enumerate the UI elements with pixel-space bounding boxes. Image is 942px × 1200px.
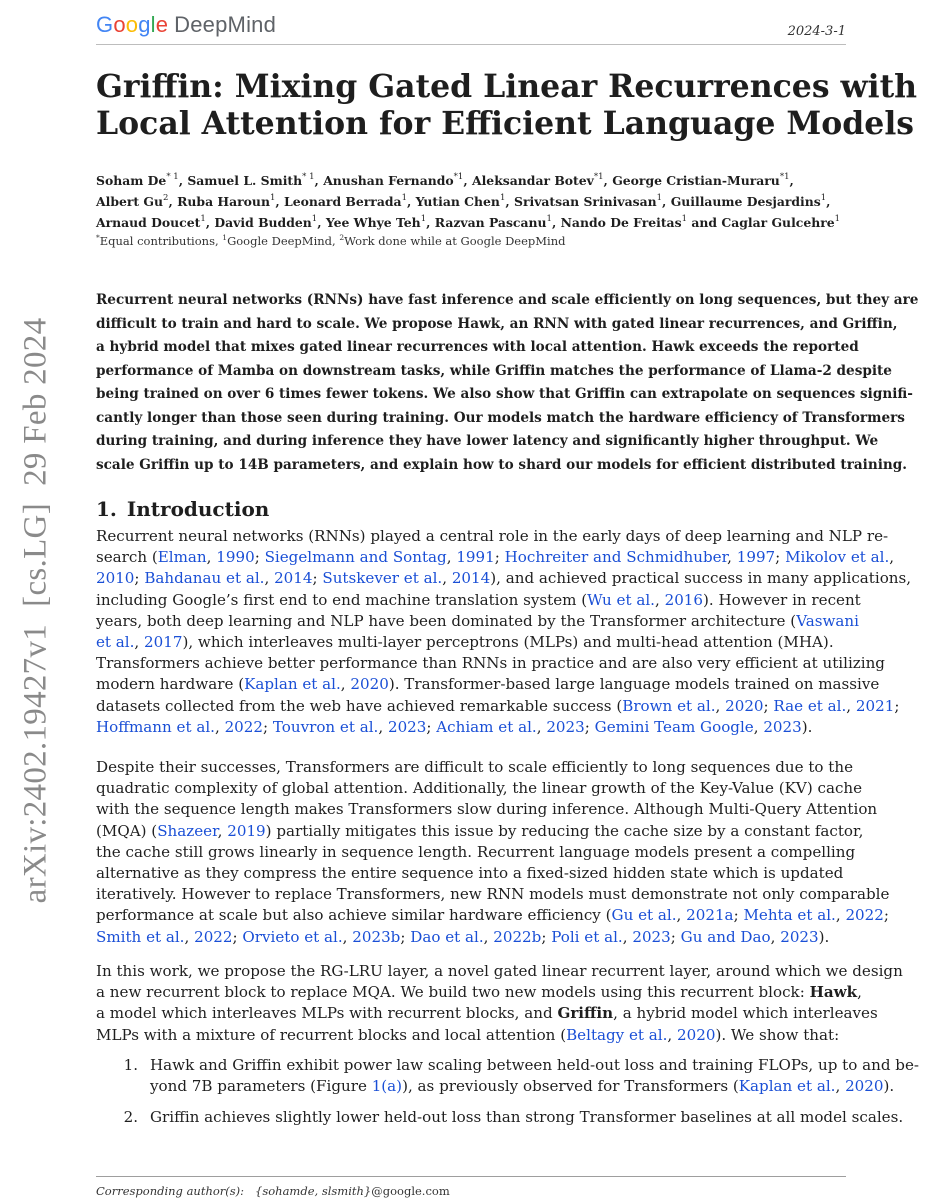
citation-link[interactable]: Siegelmann and Sontag bbox=[264, 548, 447, 567]
citation-link[interactable]: Poli et al. bbox=[551, 927, 623, 946]
citation-link[interactable]: Dao et al. bbox=[410, 927, 484, 946]
citation-link[interactable]: Wu et al. bbox=[587, 590, 655, 609]
citation-link[interactable]: 2017 bbox=[144, 633, 183, 652]
citation-link[interactable]: 1997 bbox=[736, 548, 776, 567]
abstract bbox=[96, 289, 919, 477]
author-name: Arnaud Doucet bbox=[96, 215, 201, 230]
citation-link[interactable]: Bahdanau et al. bbox=[144, 569, 265, 588]
abstract-line: performance of Mamba on downstream tasks, while Griffin matches the performance of Llama-2 despite bbox=[96, 362, 892, 379]
citation-link[interactable]: 2021 bbox=[855, 696, 895, 715]
author-affiliation-mark: 1 bbox=[401, 193, 407, 203]
author-name: George Cristian-Muraru bbox=[612, 173, 780, 188]
citation-link[interactable]: Gu and Dao bbox=[680, 927, 771, 946]
citation-link[interactable]: Mehta et al. bbox=[743, 906, 836, 925]
text-line: performance at scale but also achieve similar hardware efficiency (Gu et al., 2021a; Mehta et al., 2022; bbox=[96, 906, 889, 925]
citation-link[interactable]: 2020 bbox=[677, 1025, 716, 1044]
author-affiliation-mark: 2 bbox=[163, 193, 169, 203]
section-heading bbox=[96, 497, 269, 521]
affiliation-mark: 1 bbox=[222, 233, 228, 242]
abstract-line: Recurrent neural networks (RNNs) have fast inference and scale efficiently on long sequences, but they are bbox=[96, 292, 919, 308]
affiliation-text: Work done while at Google DeepMind bbox=[344, 234, 566, 248]
affiliation-text: Google DeepMind, bbox=[227, 234, 340, 248]
author-affiliation-mark: 1 bbox=[499, 193, 506, 203]
affiliation-text: Equal contributions, bbox=[99, 234, 223, 248]
bold-term: Hawk bbox=[809, 983, 858, 1002]
author-affiliation-mark: 1 bbox=[269, 193, 276, 203]
abstract-line: scale Griffin up to 14B parameters, and explain how to shard our models for efficient distributed training. bbox=[96, 456, 907, 473]
logo-letter: e bbox=[155, 12, 169, 37]
text-line: MLPs with a mixture of recurrent blocks and local attention (Beltagy et al., 2020). We show that: bbox=[96, 1025, 840, 1044]
header-divider bbox=[96, 44, 846, 45]
author-affiliation-mark: 1 bbox=[200, 214, 206, 224]
citation-link[interactable]: Gemini Team Google bbox=[594, 717, 754, 736]
text-line: et al., 2017), which interleaves multi-layer perceptrons (MLPs) and multi-head attention (MHA). bbox=[96, 633, 834, 652]
logo-letter: g bbox=[138, 12, 151, 37]
text-line: alternative as they compress the entire sequence into a fixed-sized hidden state which is updated bbox=[96, 864, 844, 883]
citation-link[interactable]: 2023 bbox=[546, 717, 585, 736]
citation-link[interactable]: 1(a) bbox=[371, 1077, 403, 1096]
citation-link[interactable]: 2014 bbox=[451, 569, 491, 588]
affiliations bbox=[96, 234, 566, 248]
author-name: Nando De Freitas bbox=[560, 215, 682, 230]
citation-link[interactable]: 2020 bbox=[725, 696, 764, 715]
text-line: years, both deep learning and NLP have been dominated by the Transformer architecture (Vaswani bbox=[96, 611, 859, 630]
citation-link[interactable]: Elman bbox=[157, 548, 207, 567]
text-line: including Google’s first end to end machine translation system (Wu et al., 2016). However in recent bbox=[96, 590, 861, 609]
author-name: Srivatsan Srinivasan bbox=[514, 194, 657, 209]
arxiv-stamp bbox=[10, 290, 62, 930]
text-line: (MQA) (Shazeer, 2019) partially mitigates this issue by reducing the cache size by a constant factor, bbox=[96, 821, 864, 840]
author-affiliation-mark: 1 bbox=[656, 193, 663, 203]
text-line: Smith et al., 2022; Orvieto et al., 2023b; Dao et al., 2022b; Poli et al., 2023; Gu and Dao, 2023). bbox=[96, 927, 830, 946]
citation-link[interactable]: 2022b bbox=[493, 927, 542, 946]
author-name: Yutian Chen bbox=[415, 194, 500, 209]
author-line: Arnaud Doucet$^1$, David Budden$^1$, Yee Whye Teh$^1$, Razvan Pascanu$^1$, Nando De Freitas$^1$ and Caglar Gulcehre$^1$ bbox=[96, 214, 841, 230]
text-line: Despite their successes, Transformers are difficult to scale efficiently to long sequences due to the bbox=[96, 758, 854, 776]
title-line: Local Attention for Efficient Language Models bbox=[96, 105, 915, 142]
text-line: quadratic complexity of global attention. Additionally, the linear growth of the Key-Value (KV) cache bbox=[96, 779, 863, 798]
citation-link[interactable]: 2016 bbox=[664, 590, 704, 609]
section-number: 1. bbox=[96, 497, 117, 521]
citation-link[interactable]: Kaplan et al. bbox=[738, 1077, 836, 1096]
list-number: 1. bbox=[123, 1056, 138, 1074]
citation-link[interactable]: 2023b bbox=[352, 927, 401, 946]
citation-link[interactable]: 2021a bbox=[686, 906, 734, 925]
corresponding-authors bbox=[96, 1184, 450, 1198]
author-affiliation-mark: *1 bbox=[779, 172, 790, 182]
citation-link[interactable]: Mikolov et al. bbox=[785, 548, 890, 567]
citation-link[interactable]: Orvieto et al. bbox=[242, 927, 343, 946]
author-name: Razvan Pascanu bbox=[434, 215, 547, 230]
list-number: 2. bbox=[123, 1108, 138, 1126]
author-name: Soham De bbox=[96, 173, 167, 188]
author-name: Anushan Fernando bbox=[323, 173, 454, 188]
author-name: Albert Gu bbox=[96, 194, 164, 209]
citation-link[interactable]: Sutskever et al. bbox=[322, 569, 443, 588]
citation-link[interactable]: Shazeer bbox=[157, 821, 218, 840]
text-line: iteratively. However to replace Transformers, new RNN models must demonstrate not only comparable bbox=[96, 885, 890, 904]
text-line: the cache still grows linearly in sequence length. Recurrent language models present a compelling bbox=[96, 842, 856, 861]
text-line: Recurrent neural networks (RNNs) played a central role in the early days of deep learning and NLP re- bbox=[96, 527, 889, 545]
google-deepmind-logo bbox=[96, 12, 276, 38]
author-affiliation-mark: * 1 bbox=[302, 172, 315, 182]
citation-link[interactable]: 2023 bbox=[763, 717, 802, 736]
google-wordmark bbox=[96, 12, 168, 38]
text-line: a new recurrent block to replace MQA. We build two new models using this recurrent block: Hawk, bbox=[96, 983, 862, 1002]
author-affiliation-mark: * 1 bbox=[166, 172, 179, 182]
citation-link[interactable]: Beltagy et al. bbox=[566, 1025, 668, 1044]
author-affiliation-mark: *1 bbox=[453, 172, 464, 182]
citation-link[interactable]: Kaplan et al. bbox=[244, 675, 341, 694]
citation-link[interactable]: Achiam et al. bbox=[436, 717, 537, 736]
author-affiliation-mark: 1 bbox=[820, 193, 827, 203]
citation-link[interactable]: 2022 bbox=[224, 717, 263, 736]
logo-letter: o bbox=[113, 12, 126, 37]
arxiv-identifier: arXiv:2402.19427v1 [cs.LG] 29 Feb 2024 bbox=[17, 317, 54, 903]
text-line: modern hardware (Kaplan et al., 2020). Transformer-based large language models trained on massive bbox=[96, 675, 880, 694]
deepmind-wordmark: DeepMind bbox=[174, 12, 277, 37]
affiliation-mark: * bbox=[96, 233, 100, 242]
citation-link[interactable]: Vaswani bbox=[796, 611, 859, 630]
author-affiliation-mark: *1 bbox=[593, 172, 604, 182]
citation-link[interactable]: 2023 bbox=[387, 717, 427, 736]
citation-link[interactable]: 1991 bbox=[456, 548, 495, 567]
author-list bbox=[96, 170, 856, 233]
author-name: Caglar Gulcehre bbox=[721, 215, 835, 230]
author-affiliation-mark: 1 bbox=[681, 214, 687, 224]
author-affiliation-mark: 1 bbox=[420, 214, 427, 224]
abstract-line: cantly longer than those seen during training. Our models match the hardware efficiency of Transformers bbox=[96, 409, 905, 426]
abstract-line: a hybrid model that mixes gated linear recurrences with local attention. Hawk exceeds the reported bbox=[96, 339, 859, 355]
citation-link[interactable]: et al. bbox=[96, 633, 135, 652]
paragraph bbox=[96, 526, 912, 738]
bold-term: Griffin bbox=[557, 1004, 614, 1023]
abstract-line: being trained on over 6 times fewer tokens. We also show that Griffin can extrapolate on sequences signifi- bbox=[96, 386, 913, 402]
abstract-line: during training, and during inference they have lower latency and significantly higher throughput. We bbox=[96, 433, 879, 449]
author-line: Albert Gu$^2$, Ruba Haroun$^1$, Leonard Berrada$^1$, Yutian Chen$^1$, Srivatsan Srinivasan$^1$, Guillaume Desjardins$^1$, bbox=[96, 193, 831, 209]
text-line: Hawk and Griffin exhibit power law scaling between held-out loss and training FLOPs, up to and be- bbox=[150, 1056, 919, 1074]
citation-link[interactable]: 2022 bbox=[845, 906, 884, 925]
paper-title bbox=[96, 68, 918, 142]
citation-link[interactable]: Rae et al. bbox=[773, 696, 847, 715]
citation-link[interactable]: 1990 bbox=[216, 548, 255, 567]
text-line: Transformers achieve better performance than RNNs in practice and are also very efficient at utilizing bbox=[96, 654, 885, 673]
citation-link[interactable]: 2019 bbox=[227, 821, 266, 840]
author-affiliation-mark: 1 bbox=[834, 214, 841, 224]
email-address[interactable]: {sohamde, slsmith}@google.com bbox=[255, 1184, 450, 1198]
footnote-divider bbox=[96, 1176, 846, 1177]
list-item bbox=[96, 1107, 904, 1128]
publication-date: 2024-3-1 bbox=[787, 24, 846, 39]
paragraph bbox=[96, 961, 903, 1046]
text-line: yond 7B parameters (Figure 1(a)), as previously observed for Transformers (Kaplan et al., 2020). bbox=[150, 1077, 895, 1096]
citation-link[interactable]: Smith et al. bbox=[96, 927, 185, 946]
author-affiliation-mark: 1 bbox=[311, 214, 318, 224]
list-text bbox=[150, 1055, 919, 1097]
author-affiliation-mark: 1 bbox=[546, 214, 552, 224]
author-name: Ruba Haroun bbox=[177, 194, 270, 209]
citation-link[interactable]: Hochreiter and Schmidhuber bbox=[504, 548, 728, 567]
logo-letter: l bbox=[150, 12, 156, 37]
citation-link[interactable]: Brown et al. bbox=[622, 696, 716, 715]
text-line: datasets collected from the web have achieved remarkable success (Brown et al., 2020; Rae et al., 2021; bbox=[96, 696, 900, 715]
citation-link[interactable]: 2023 bbox=[780, 927, 819, 946]
abstract-line: difficult to train and hard to scale. We propose Hawk, an RNN with gated linear recurrences, and Griffin, bbox=[96, 315, 898, 332]
footnote-label: Corresponding author(s): bbox=[96, 1184, 245, 1198]
text-line: search (Elman, 1990; Siegelmann and Sontag, 1991; Hochreiter and Schmidhuber, 1997; Mikolov et al., bbox=[96, 548, 895, 567]
text-line: Hoffmann et al., 2022; Touvron et al., 2023; Achiam et al., 2023; Gemini Team Google, 2023). bbox=[96, 717, 813, 736]
text-line: a model which interleaves MLPs with recurrent blocks, and Griffin, a hybrid model which interleaves bbox=[96, 1004, 878, 1023]
text-line: In this work, we propose the RG-LRU layer, a novel gated linear recurrent layer, around which we design bbox=[96, 962, 903, 980]
text-line: Griffin achieves slightly lower held-out loss than strong Transformer baselines at all model scales. bbox=[150, 1108, 904, 1126]
citation-link[interactable]: 2022 bbox=[194, 927, 233, 946]
citation-link[interactable]: 2023 bbox=[632, 927, 671, 946]
text-line: with the sequence length makes Transformers slow during inference. Although Multi-Query Attention bbox=[96, 800, 878, 819]
citation-link[interactable]: 2020 bbox=[845, 1077, 884, 1096]
author-name: Leonard Berrada bbox=[284, 194, 402, 209]
citation-link[interactable]: Hoffmann et al. bbox=[96, 717, 215, 736]
citation-link[interactable]: 2020 bbox=[350, 675, 389, 694]
paragraph bbox=[96, 757, 890, 948]
logo-letter: o bbox=[125, 12, 139, 37]
citation-link[interactable]: Gu et al. bbox=[611, 906, 677, 925]
author-line: Soham De$^{* 1}$, Samuel L. Smith$^{* 1}$, Anushan Fernando$^{*1}$, Aleksandar Botev$^{*1}$, George Cristian-Muraru$^{*1}$, bbox=[96, 172, 794, 188]
author-name: Guillaume Desjardins bbox=[670, 194, 821, 209]
citation-link[interactable]: Touvron et al. bbox=[272, 717, 379, 736]
logo-letter: G bbox=[96, 12, 114, 37]
section-title: Introduction bbox=[126, 497, 270, 521]
text-line: 2010; Bahdanau et al., 2014; Sutskever et al., 2014), and achieved practical success in many applications, bbox=[96, 569, 912, 588]
citation-link[interactable]: 2014 bbox=[274, 569, 313, 588]
author-name: Aleksandar Botev bbox=[471, 173, 594, 188]
title-line: Griffin: Mixing Gated Linear Recurrences with bbox=[96, 68, 918, 105]
list-item bbox=[96, 1055, 919, 1097]
affiliation-mark: 2 bbox=[339, 233, 345, 242]
author-name: David Budden bbox=[214, 215, 312, 230]
author-name: Samuel L. Smith bbox=[187, 173, 303, 188]
list-text bbox=[150, 1107, 903, 1128]
author-name: Yee Whye Teh bbox=[325, 215, 421, 230]
citation-link[interactable]: 2010 bbox=[96, 569, 135, 588]
